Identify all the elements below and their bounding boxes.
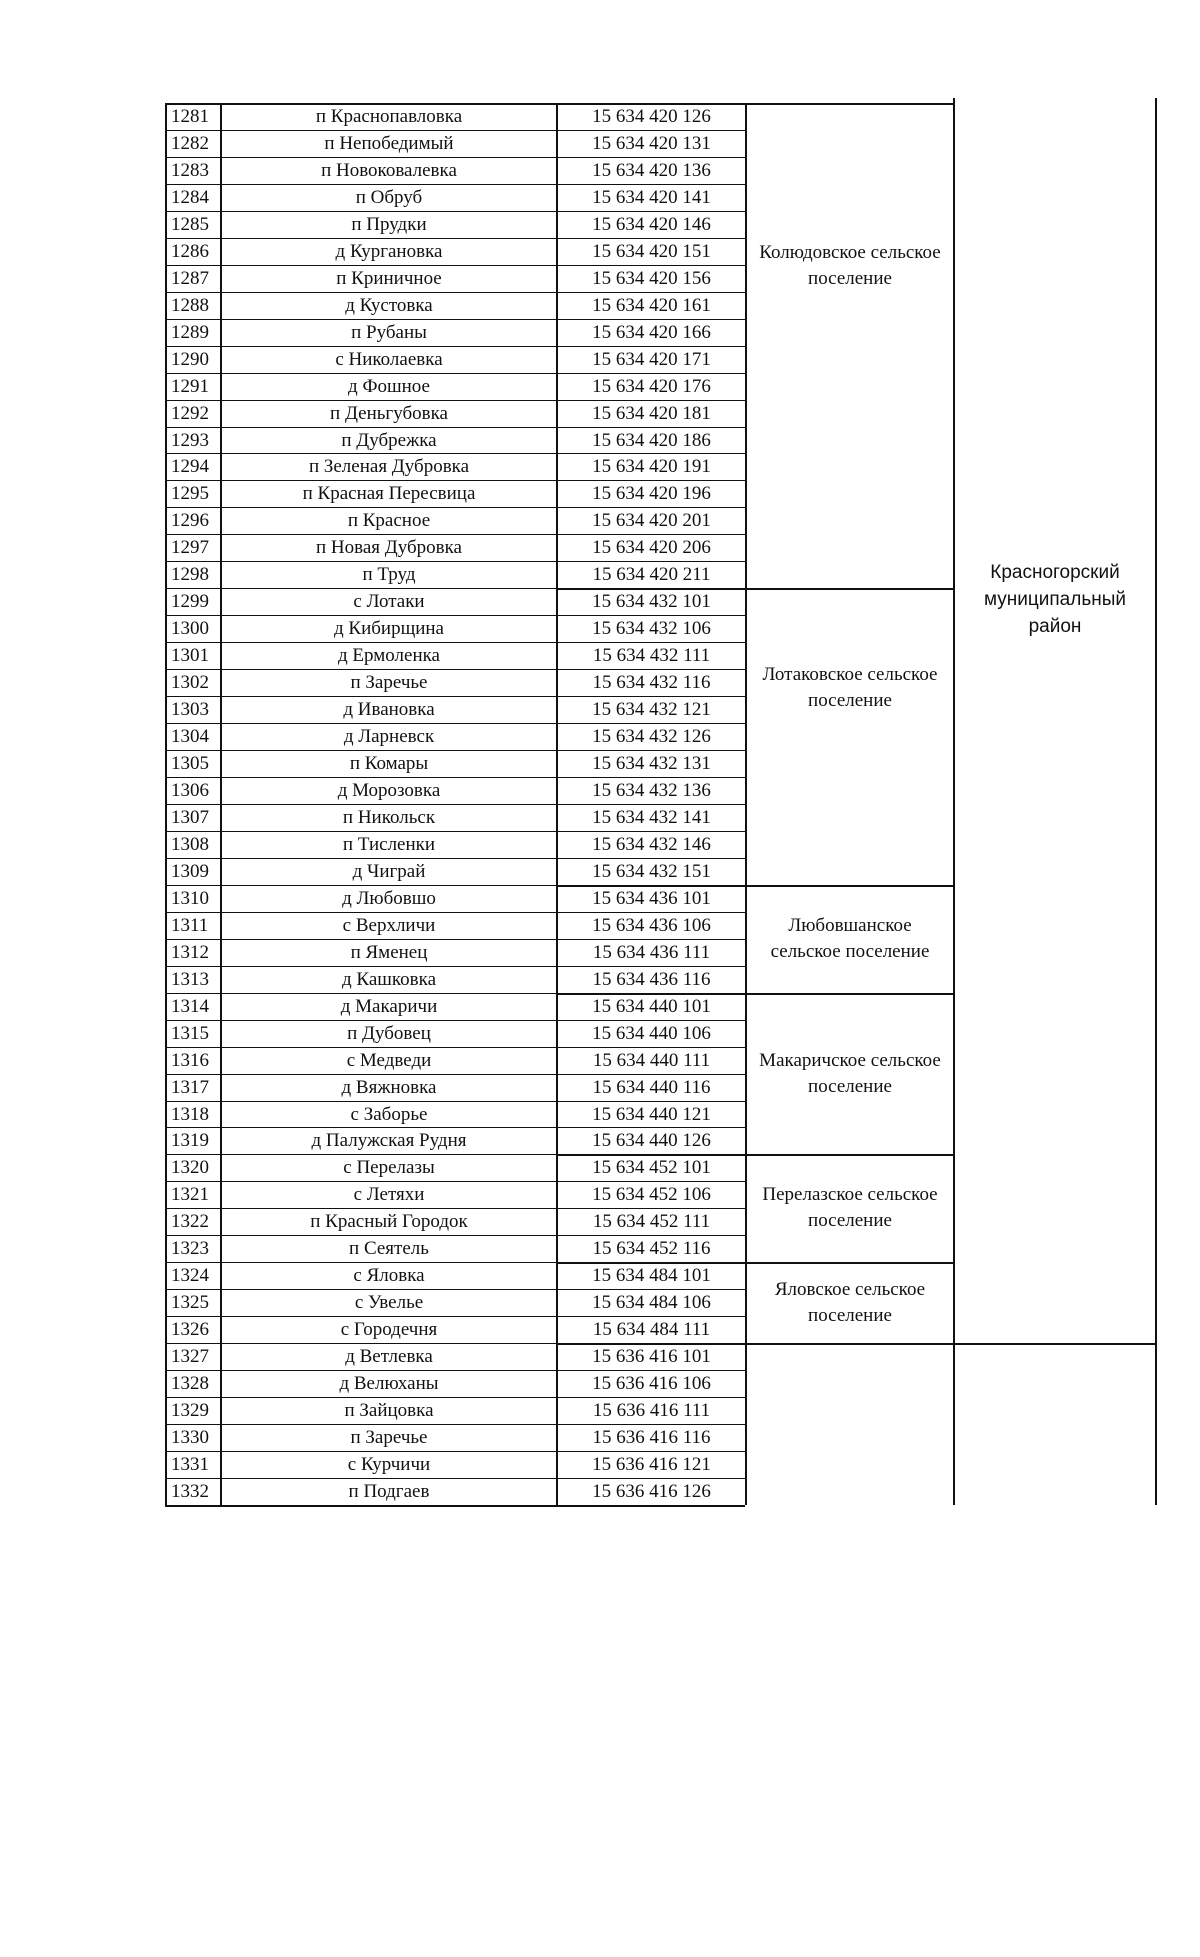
row-num-cell: 1297 <box>165 534 220 561</box>
row-code-cell: 15 636 416 126 <box>556 1478 745 1505</box>
row-num-cell: 1306 <box>165 777 220 804</box>
row-name-cell: с Перелазы <box>220 1154 556 1181</box>
row-num-cell: 1308 <box>165 831 220 858</box>
table-bottom-border <box>165 1505 745 1507</box>
row-name-cell: с Летяхи <box>220 1181 556 1208</box>
row-num-cell: 1296 <box>165 507 220 534</box>
row-name-cell: п Красное <box>220 507 556 534</box>
settlement-cell <box>745 103 955 588</box>
row-code-cell: 15 634 420 161 <box>556 292 745 319</box>
row-name-cell: п Непобедимый <box>220 130 556 157</box>
district-cell <box>955 1343 1155 1505</box>
row-code-cell: 15 634 420 126 <box>556 103 745 130</box>
row-code-cell: 15 634 432 106 <box>556 615 745 642</box>
row-num-cell: 1318 <box>165 1101 220 1128</box>
row-num-cell: 1329 <box>165 1397 220 1424</box>
row-code-cell: 15 634 452 111 <box>556 1208 745 1235</box>
row-code-cell: 15 634 420 136 <box>556 157 745 184</box>
row-code-cell: 15 636 416 101 <box>556 1343 745 1370</box>
row-code-cell: 15 634 420 166 <box>556 319 745 346</box>
row-code-cell: 15 636 416 106 <box>556 1370 745 1397</box>
district-divider <box>556 1343 1157 1345</box>
row-num-cell: 1322 <box>165 1208 220 1235</box>
row-code-cell: 15 634 484 106 <box>556 1289 745 1316</box>
row-code-cell: 15 634 436 106 <box>556 912 745 939</box>
row-num-cell: 1313 <box>165 966 220 993</box>
row-name-cell: п Криничное <box>220 265 556 292</box>
row-name-cell: п Заречье <box>220 669 556 696</box>
row-name-cell: с Яловка <box>220 1262 556 1289</box>
settlement-name-line1: Колюдовское сельское <box>759 241 941 263</box>
row-name-cell: д Кустовка <box>220 292 556 319</box>
row-num-cell: 1303 <box>165 696 220 723</box>
settlement-name-line2: поселение <box>808 267 892 289</box>
table-top-border <box>165 103 745 105</box>
settlement-name-line1: Яловское сельское <box>774 1278 926 1300</box>
row-name-cell: д Кашковка <box>220 966 556 993</box>
settlement-cell <box>745 885 955 993</box>
settlement-name-line2: сельское поселение <box>770 940 930 962</box>
settlement-cell <box>745 993 955 1155</box>
row-name-cell: д Кибирщина <box>220 615 556 642</box>
row-name-cell: п Красный Городок <box>220 1208 556 1235</box>
row-name-cell: д Макаричи <box>220 993 556 1020</box>
row-name-cell: с Николаевка <box>220 346 556 373</box>
row-code-cell: 15 634 420 131 <box>556 130 745 157</box>
row-num-cell: 1332 <box>165 1478 220 1505</box>
district-name-line: район <box>1028 615 1082 637</box>
row-code-cell: 15 634 432 126 <box>556 723 745 750</box>
district-cell <box>955 103 1155 1343</box>
row-code-cell: 15 634 420 176 <box>556 373 745 400</box>
row-code-cell: 15 634 452 116 <box>556 1235 745 1262</box>
row-num-cell: 1325 <box>165 1289 220 1316</box>
row-code-cell: 15 634 432 146 <box>556 831 745 858</box>
row-code-cell: 15 634 440 101 <box>556 993 745 1020</box>
row-num-cell: 1317 <box>165 1074 220 1101</box>
row-num-cell: 1324 <box>165 1262 220 1289</box>
row-num-cell: 1304 <box>165 723 220 750</box>
row-num-cell: 1286 <box>165 238 220 265</box>
settlement-cell <box>745 1262 955 1343</box>
row-code-cell: 15 634 452 106 <box>556 1181 745 1208</box>
row-code-cell: 15 634 484 101 <box>556 1262 745 1289</box>
row-name-cell: д Кургановка <box>220 238 556 265</box>
settlement-name-line1: Макаричское сельское <box>759 1049 941 1071</box>
row-code-cell: 15 636 416 121 <box>556 1451 745 1478</box>
group-divider <box>556 588 955 590</box>
row-code-cell: 15 634 440 121 <box>556 1101 745 1128</box>
row-code-cell: 15 634 436 111 <box>556 939 745 966</box>
row-num-cell: 1295 <box>165 480 220 507</box>
row-num-cell: 1291 <box>165 373 220 400</box>
row-num-cell: 1289 <box>165 319 220 346</box>
row-name-cell: д Любовшо <box>220 885 556 912</box>
row-name-cell: д Ивановка <box>220 696 556 723</box>
row-num-cell: 1310 <box>165 885 220 912</box>
row-code-cell: 15 634 432 141 <box>556 804 745 831</box>
row-name-cell: с Лотаки <box>220 588 556 615</box>
row-code-cell: 15 634 432 111 <box>556 642 745 669</box>
group-divider <box>556 1262 955 1264</box>
row-name-cell: п Обруб <box>220 184 556 211</box>
row-num-cell: 1307 <box>165 804 220 831</box>
row-code-cell: 15 634 420 156 <box>556 265 745 292</box>
row-code-cell: 15 634 432 151 <box>556 858 745 885</box>
row-name-cell: п Яменец <box>220 939 556 966</box>
row-num-cell: 1290 <box>165 346 220 373</box>
settlement-name-line2: поселение <box>808 1210 892 1232</box>
row-num-cell: 1320 <box>165 1154 220 1181</box>
row-num-cell: 1281 <box>165 103 220 130</box>
row-code-cell: 15 634 420 206 <box>556 534 745 561</box>
row-code-cell: 15 636 416 111 <box>556 1397 745 1424</box>
settlement-name-line2: поселение <box>808 1304 892 1326</box>
row-name-cell: п Красная Пересвица <box>220 480 556 507</box>
row-code-cell: 15 634 420 181 <box>556 400 745 427</box>
row-name-cell: д Фошное <box>220 373 556 400</box>
row-name-cell: п Комары <box>220 750 556 777</box>
row-num-cell: 1315 <box>165 1020 220 1047</box>
row-name-cell: п Зайцовка <box>220 1397 556 1424</box>
row-num-cell: 1283 <box>165 157 220 184</box>
row-code-cell: 15 634 436 101 <box>556 885 745 912</box>
row-name-cell: п Дубовец <box>220 1020 556 1047</box>
row-code-cell: 15 634 420 186 <box>556 427 745 454</box>
row-name-cell: п Тисленки <box>220 831 556 858</box>
row-name-cell: с Увелье <box>220 1289 556 1316</box>
row-name-cell: с Курчичи <box>220 1451 556 1478</box>
row-num-cell: 1330 <box>165 1424 220 1451</box>
row-name-cell: д Велюханы <box>220 1370 556 1397</box>
row-name-cell: д Ларневск <box>220 723 556 750</box>
row-num-cell: 1328 <box>165 1370 220 1397</box>
row-num-cell: 1331 <box>165 1451 220 1478</box>
row-name-cell: д Морозовка <box>220 777 556 804</box>
row-num-cell: 1292 <box>165 400 220 427</box>
row-code-cell: 15 634 440 116 <box>556 1074 745 1101</box>
row-name-cell: д Ермоленка <box>220 642 556 669</box>
row-num-cell: 1319 <box>165 1127 220 1154</box>
row-num-cell: 1326 <box>165 1316 220 1343</box>
row-name-cell: п Прудки <box>220 211 556 238</box>
row-num-cell: 1302 <box>165 669 220 696</box>
row-num-cell: 1282 <box>165 130 220 157</box>
row-name-cell: п Заречье <box>220 1424 556 1451</box>
row-code-cell: 15 634 484 111 <box>556 1316 745 1343</box>
settlement-name-line1: Перелазское сельское <box>762 1184 938 1206</box>
row-num-cell: 1311 <box>165 912 220 939</box>
row-num-cell: 1285 <box>165 211 220 238</box>
row-num-cell: 1298 <box>165 561 220 588</box>
row-code-cell: 15 634 452 101 <box>556 1154 745 1181</box>
row-name-cell: д Ветлевка <box>220 1343 556 1370</box>
settlement-name-line2: поселение <box>808 689 892 711</box>
row-num-cell: 1301 <box>165 642 220 669</box>
row-num-cell: 1309 <box>165 858 220 885</box>
row-code-cell: 15 634 420 151 <box>556 238 745 265</box>
row-num-cell: 1327 <box>165 1343 220 1370</box>
row-num-cell: 1294 <box>165 453 220 480</box>
settlement-column-border <box>745 103 747 1505</box>
row-code-cell: 15 634 440 126 <box>556 1127 745 1154</box>
row-code-cell: 15 634 420 196 <box>556 480 745 507</box>
row-num-cell: 1299 <box>165 588 220 615</box>
row-name-cell: с Верхличи <box>220 912 556 939</box>
row-num-cell: 1305 <box>165 750 220 777</box>
settlement-name-line2: поселение <box>808 1075 892 1097</box>
row-code-cell: 15 634 420 191 <box>556 453 745 480</box>
row-code-cell: 15 634 420 141 <box>556 184 745 211</box>
row-num-cell: 1287 <box>165 265 220 292</box>
row-name-cell: п Новоковалевка <box>220 157 556 184</box>
row-name-cell: с Медведи <box>220 1047 556 1074</box>
group-divider <box>556 1154 955 1156</box>
row-name-cell: п Краснопавловка <box>220 103 556 130</box>
district-name-line: Красногорский <box>990 561 1120 583</box>
row-num-cell: 1316 <box>165 1047 220 1074</box>
settlement-cell <box>745 1343 955 1505</box>
district-right-border <box>1155 98 1157 1505</box>
row-num-cell: 1288 <box>165 292 220 319</box>
row-name-cell: д Вяжновка <box>220 1074 556 1101</box>
row-code-cell: 15 634 420 211 <box>556 561 745 588</box>
district-name-line: муниципальный <box>984 588 1126 610</box>
row-code-cell: 15 636 416 116 <box>556 1424 745 1451</box>
row-num-cell: 1323 <box>165 1235 220 1262</box>
row-code-cell: 15 634 432 121 <box>556 696 745 723</box>
row-num-cell: 1293 <box>165 427 220 454</box>
settlement-cell <box>745 588 955 885</box>
row-code-cell: 15 634 420 146 <box>556 211 745 238</box>
row-name-cell: д Палужская Рудня <box>220 1127 556 1154</box>
row-name-cell: п Дубрежка <box>220 427 556 454</box>
row-name-cell: п Подгаев <box>220 1478 556 1505</box>
row-code-cell: 15 634 432 101 <box>556 588 745 615</box>
row-code-cell: 15 634 432 136 <box>556 777 745 804</box>
settlement-name-line1: Любовшанское <box>788 914 912 936</box>
group-divider <box>556 885 955 887</box>
row-name-cell: с Заборье <box>220 1101 556 1128</box>
row-code-cell: 15 634 420 171 <box>556 346 745 373</box>
row-name-cell: п Зеленая Дубровка <box>220 453 556 480</box>
row-num-cell: 1284 <box>165 184 220 211</box>
row-code-cell: 15 634 432 116 <box>556 669 745 696</box>
settlement-name-line1: Лотаковское сельское <box>762 663 938 685</box>
group-divider <box>556 993 955 995</box>
row-num-cell: 1321 <box>165 1181 220 1208</box>
row-name-cell: п Сеятель <box>220 1235 556 1262</box>
row-num-cell: 1300 <box>165 615 220 642</box>
district-column-border <box>953 98 955 1505</box>
settlement-cell <box>745 1154 955 1262</box>
row-code-cell: 15 634 432 131 <box>556 750 745 777</box>
row-name-cell: с Городечня <box>220 1316 556 1343</box>
row-num-cell: 1312 <box>165 939 220 966</box>
row-name-cell: д Чиграй <box>220 858 556 885</box>
row-code-cell: 15 634 440 106 <box>556 1020 745 1047</box>
row-name-cell: п Труд <box>220 561 556 588</box>
row-name-cell: п Новая Дубровка <box>220 534 556 561</box>
row-name-cell: п Никольск <box>220 804 556 831</box>
row-name-cell: п Деньгубовка <box>220 400 556 427</box>
row-num-cell: 1314 <box>165 993 220 1020</box>
row-name-cell: п Рубаны <box>220 319 556 346</box>
row-code-cell: 15 634 420 201 <box>556 507 745 534</box>
row-code-cell: 15 634 440 111 <box>556 1047 745 1074</box>
row-code-cell: 15 634 436 116 <box>556 966 745 993</box>
